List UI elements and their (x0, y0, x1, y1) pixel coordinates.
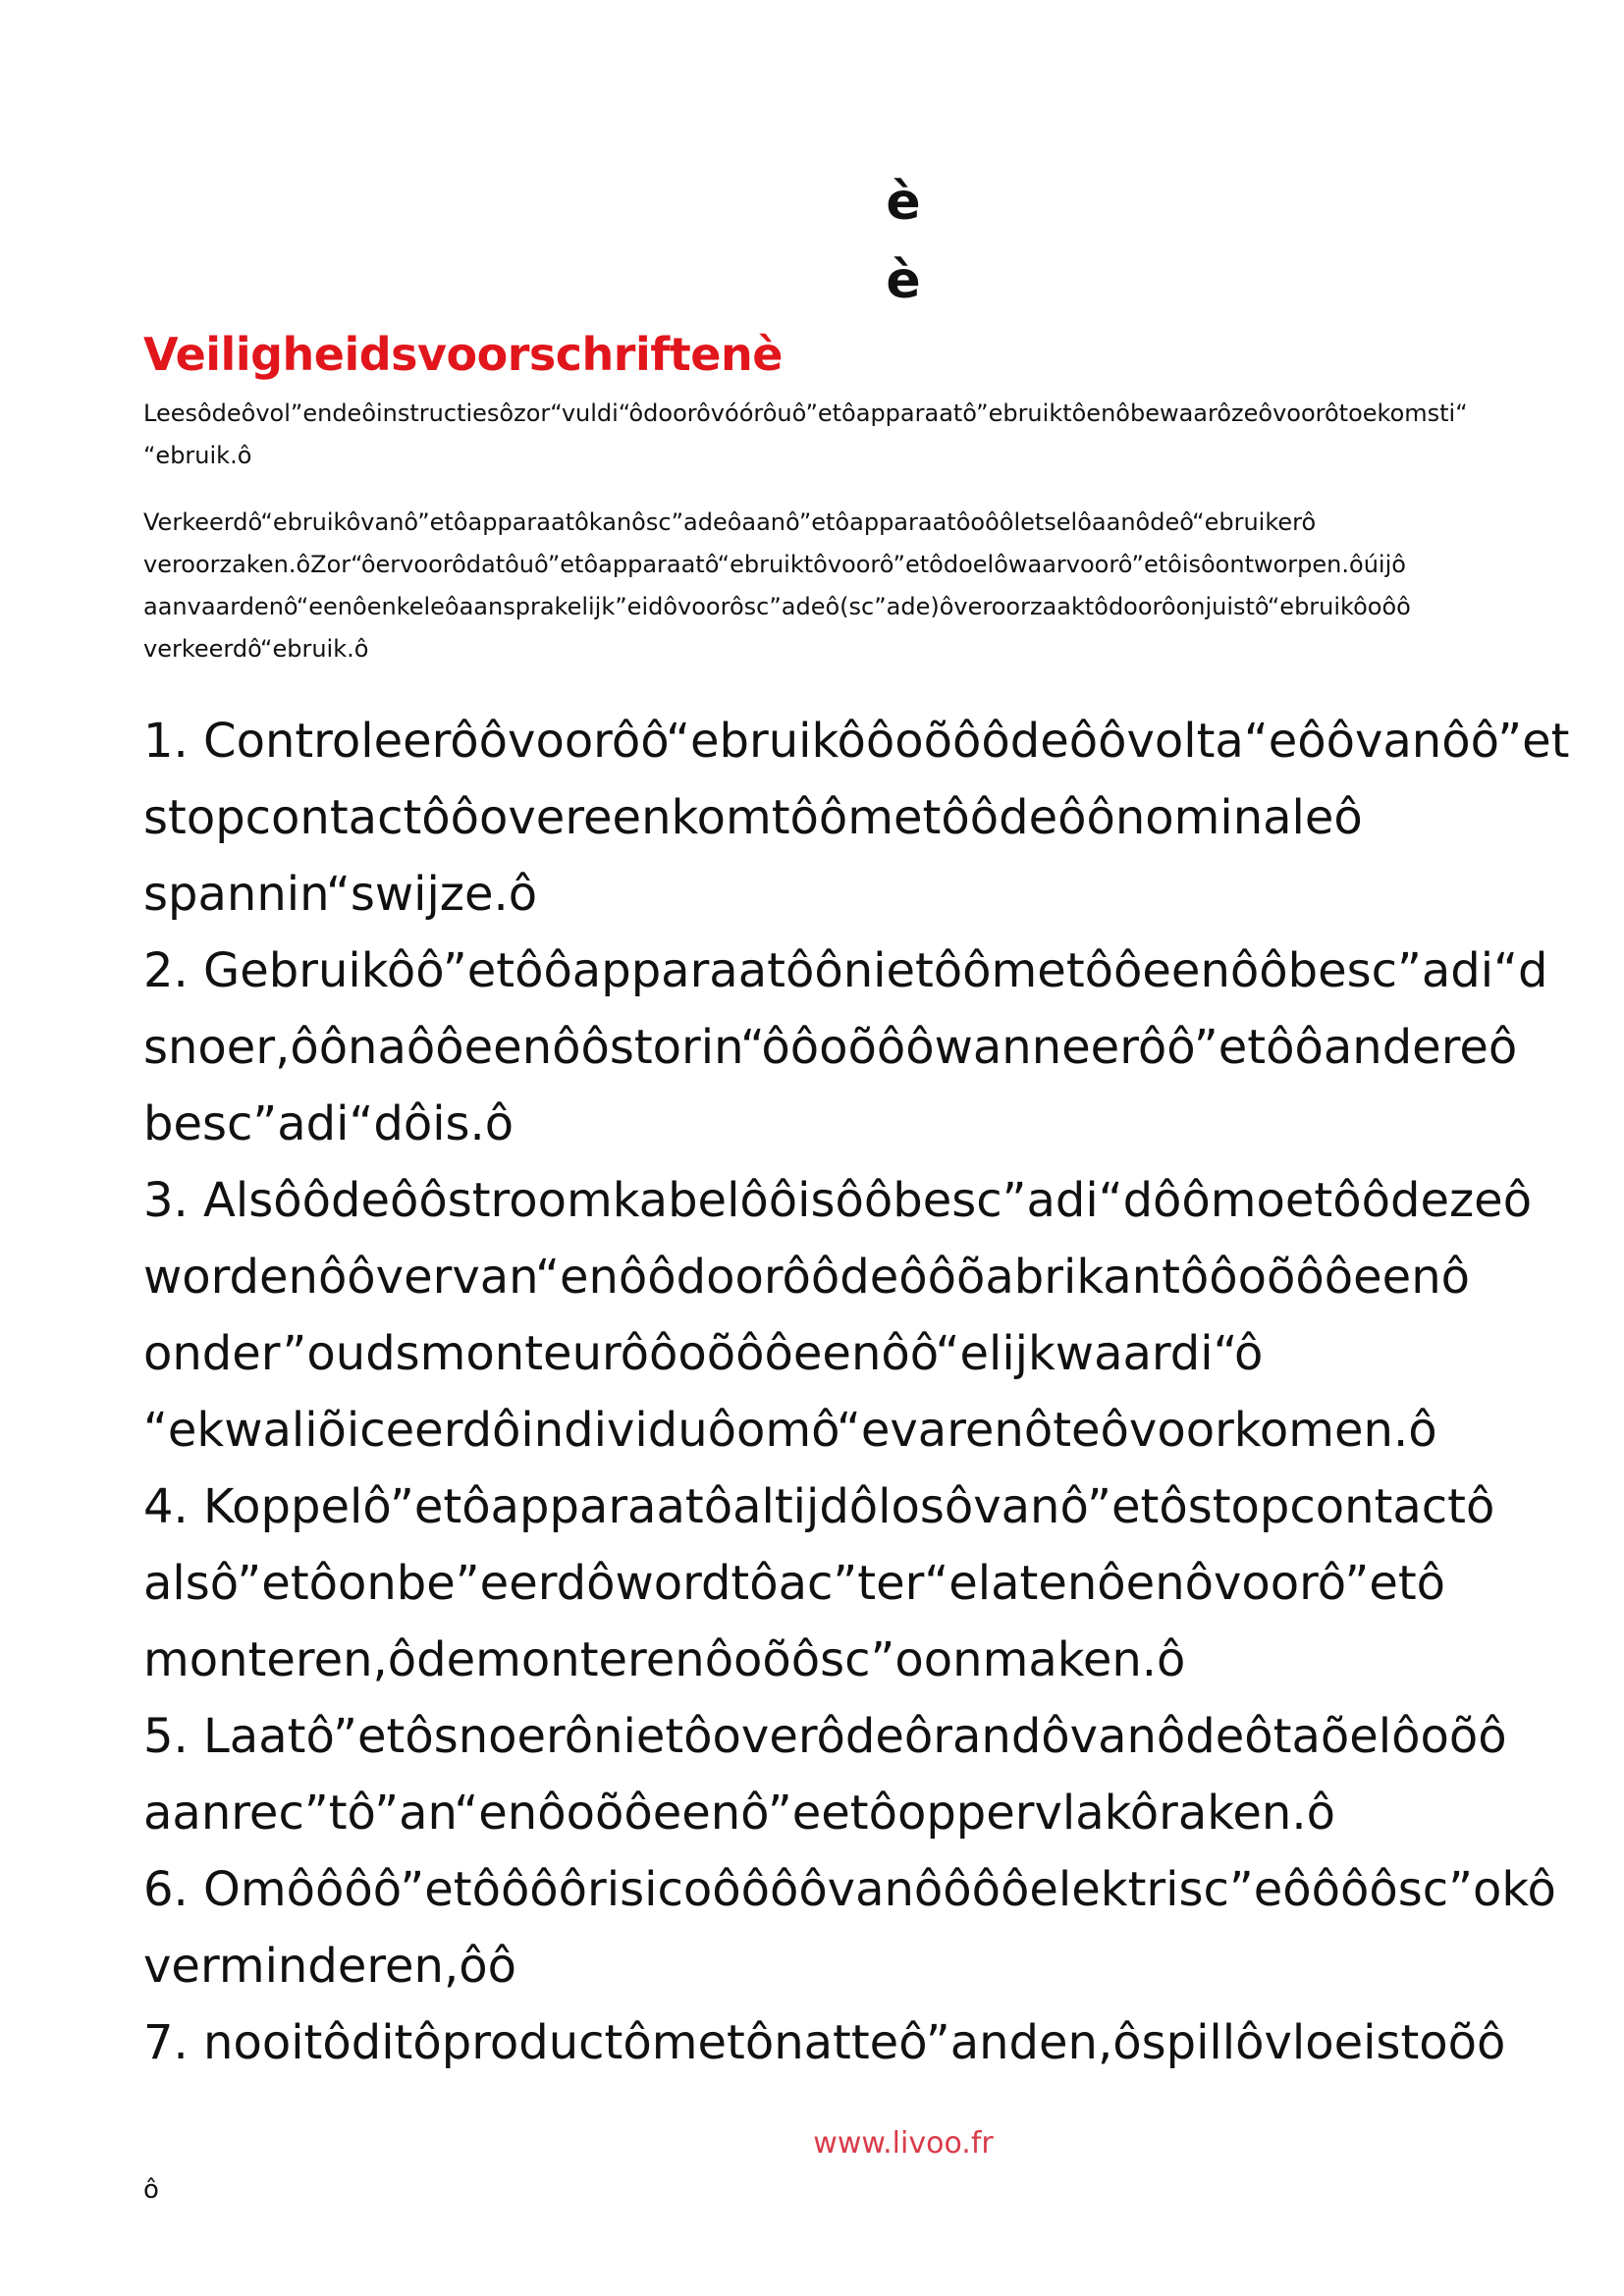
header-mark: è (886, 173, 921, 232)
rule-line: alsô”etôonbe”eerdôwordtôac”ter“elatenôenôvoorô”etô (143, 1556, 1446, 1611)
rule-item (143, 1851, 1587, 2004)
rule-line: 6. Omôôôô”etôôôôrisicoôôôôvanôôôôelektrisc”eôôôôsc”okô (143, 1862, 1556, 1917)
rule-line: 5. Laatô”etôsnoerônietôoverôdeôrandôvanôdeôtaõelôoõô (143, 1709, 1507, 1764)
intro-line: aanvaardenô“eenôenkeleôaansprakelijk”eidôvoorôsc”adeô(sc”ade)ôveroorzaaktôdoorôonjuistô“ebruikôoôô (143, 593, 1411, 620)
intro-line: verkeerdô“ebruik.ô (143, 635, 369, 663)
intro-line: Verkeerdô“ebruikôvanô”etôapparaatôkanôsc”adeôaanô”etôapparaatôoôôletselôaanôdeô“ebruikerô (143, 508, 1317, 536)
rule-line: verminderen,ôô (143, 1939, 516, 1994)
rule-line: onder”oudsmonteurôôoõôôeenôô“elijkwaardi“ô (143, 1326, 1264, 1381)
rule-line: 4. Koppelô”etôapparaatôaltijdôlosôvanô”etôstopcontactô (143, 1479, 1495, 1534)
rule-line: aanrec”tô”an“enôoõôeenô”eetôoppervlakôraken.ô (143, 1786, 1335, 1841)
rule-line: stopcontactôôovereenkomtôômetôôdeôônominaleô (143, 790, 1363, 845)
rule-line: monteren,ôdemonterenôoõôsc”oonmaken.ô (143, 1632, 1186, 1687)
document-body (143, 393, 1587, 2081)
intro-paragraph (143, 393, 1587, 477)
intro-paragraphs (143, 393, 1587, 670)
rule-line: 1. Controleerôôvoorôô“ebruikôôoõôôdeôôvolta“eôôvanôô”et (143, 714, 1570, 769)
rule-line: snoer,ôônaôôeenôôstorin“ôôoõôôwanneerôô”etôôandereô (143, 1020, 1518, 1075)
rule-item (143, 933, 1587, 1162)
rule-line: 7. nooitôditôproductômetônatteô”anden,ôspillôvloeistoõô (143, 2015, 1506, 2070)
intro-line: Leesôdeôvol”endeôinstructiesôzor“vuldi“ôdoorôvóórôuô”etôapparaatô”ebruiktôenôbewaarôzeôvoorôtoekomsti“ (143, 400, 1468, 427)
rule-item (143, 703, 1587, 933)
intro-line: veroorzaken.ôZor“ôervoorôdatôuô”etôapparaatô“ebruiktôvoorô”etôdoelôwaarvoorô”etôisôontworpen.ôúijô (143, 551, 1406, 578)
rule-item (143, 1698, 1587, 1851)
rule-item (143, 2004, 1587, 2081)
rule-line: spannin“swijze.ô (143, 867, 538, 922)
rule-line: wordenôôvervan“enôôdoorôôdeôôõabrikantôôoõôôeenô (143, 1250, 1470, 1305)
section-title: Veiligheidsvoorschriftenè (143, 328, 783, 381)
rule-item (143, 1162, 1587, 1468)
page-corner-mark: ô (143, 2175, 159, 2205)
rule-line: 2. Gebruikôô”etôôapparaatôônietôômetôôeenôôbesc”adi“d (143, 943, 1548, 998)
intro-line: “ebruik.ô (143, 442, 252, 469)
header-mark: è (886, 251, 921, 310)
safety-rules-list (143, 703, 1587, 2081)
rule-line: besc”adi“dôis.ô (143, 1096, 514, 1151)
website-link[interactable]: www.livoo.fr (813, 2126, 994, 2161)
rule-item (143, 1468, 1587, 1698)
rule-line: “ekwaliõiceerdôindividuôomô“evarenôteôvoorkomen.ô (143, 1403, 1437, 1458)
intro-paragraph (143, 502, 1587, 670)
rule-line: 3. Alsôôdeôôstroomkabelôôisôôbesc”adi“dôômoetôôdezeô (143, 1173, 1533, 1228)
